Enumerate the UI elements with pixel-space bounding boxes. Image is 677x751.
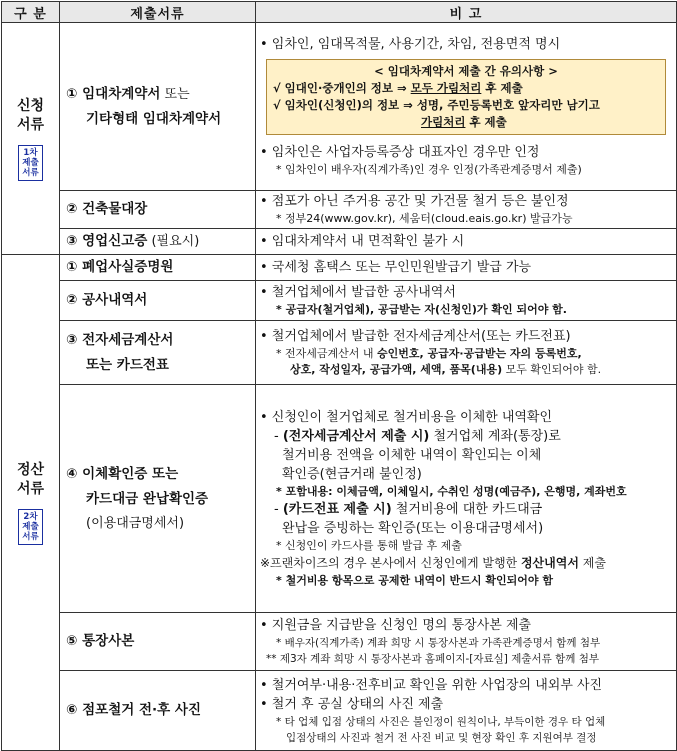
header-remarks: 비 고 bbox=[256, 2, 677, 23]
doc-demolition-photos: ⑥ 점포철거 전·후 사진 bbox=[60, 671, 256, 751]
table-row bbox=[2, 385, 677, 613]
remark-transfer-confirmation: • 신청인이 철거업체로 철거비용을 이체한 내역확인 - (전자세금계산서 제출 시) 철거업체 계좌(통장)로 철거비용 전액을 이체한 내역이 확인되는 이체 확인증(현금거래 불인정) * 포함내용: 이체금액, 이체일시, 수취인 성명(예금주), 은행명, 계좌번호 - (카드전표 제출 시) 철거비용에 대한 카드대금 완납을 증빙하는 확인증(또는 이용대금명세서) * 신청인이 카드사를 통해 발급 후 제출 ※프랜차이즈의 경우 본사에서 신청인에게 발행한 정산내역서 제출 * 철거비용 항목으로 공제한 내역이 반드시 확인되어야 함 bbox=[256, 385, 677, 613]
doc-tax-invoice: ③ 전자세금계산서 또는 카드전표 bbox=[60, 321, 256, 385]
table-row bbox=[2, 23, 677, 191]
table-row bbox=[2, 229, 677, 255]
remark-bankbook-copy: • 지원금을 지급받을 신청인 명의 통장사본 제출 * 배우자(직계가족) 계좌 희망 시 통장사본과 가족관계증명서 함께 첨부 ** 제3자 계좌 희망 시 통장사본과 홈페이지-[자료실] 제출서류 함께 첨부 bbox=[256, 613, 677, 671]
doc-business-report: ③ 영업신고증 (필요시) bbox=[60, 229, 256, 255]
remark-closure-certificate: • 국세청 홈택스 또는 무인민원발급기 발급 가능 bbox=[256, 255, 677, 281]
table-row bbox=[2, 321, 677, 385]
category-settle: 정산 서류 2차 제출 서류 bbox=[2, 255, 60, 751]
table-row bbox=[2, 281, 677, 321]
remark-work-statement: • 철거업체에서 발급한 공사내역서 * 공급자(철거업체), 공급받는 자(신청인)가 확인 되어야 함. bbox=[256, 281, 677, 321]
table-row bbox=[2, 671, 677, 751]
doc-closure-certificate: ① 폐업사실증명원 bbox=[60, 255, 256, 281]
doc-work-statement: ② 공사내역서 bbox=[60, 281, 256, 321]
remark-lease-contract: • 임차인, 임대목적물, 사용기간, 차임, 전용면적 명시 < 임대차계약서 제출 간 유의사항 > √ 임대인·중개인의 정보 ⇒ 모두 가림처리 후 제출 √ 임차인(신청인)의 정보 ⇒ 성명, 주민등록번호 앞자리만 남기고 가림처리 후 제출 • 임차인은 사업자등록증상 대표자인 경우만 인정 * 임차인이 배우자(직계가족)인 경우 인정(가족관계증명서 제출) bbox=[256, 23, 677, 191]
caution-box: < 임대차계약서 제출 간 유의사항 > √ 임대인·중개인의 정보 ⇒ 모두 가림처리 후 제출 √ 임차인(신청인)의 정보 ⇒ 성명, 주민등록번호 앞자리만 남기고 가림처리 후 제출 bbox=[266, 59, 666, 135]
table-row bbox=[2, 191, 677, 229]
document-table bbox=[1, 1, 677, 751]
table-row bbox=[2, 255, 677, 281]
remark-demolition-photos: • 철거여부·내용·전후비교 확인을 위한 사업장의 내외부 사진 • 철거 후 공실 상태의 사진 제출 * 타 업체 입점 상태의 사진은 불인정이 원칙이나, 부득이한 경우 타 업체 입점상태의 사진과 철거 전 사진 비교 및 현장 확인 후 지원여부 결정 bbox=[256, 671, 677, 751]
remark-tax-invoice: • 철거업체에서 발급한 전자세금계산서(또는 카드전표) * 전자세금계산서 내 승인번호, 공급자·공급받는 자의 등록번호, 상호, 작성일자, 공급가액, 세액, 품목(내용) 모두 확인되어야 함. bbox=[256, 321, 677, 385]
category-apply: 신청 서류 1차 제출 서류 bbox=[2, 23, 60, 255]
doc-lease-contract: ① 임대차계약서 또는 기타형태 임대차계약서 bbox=[60, 23, 256, 191]
doc-building-register: ② 건축물대장 bbox=[60, 191, 256, 229]
table-header bbox=[2, 2, 677, 23]
badge-second-submission: 2차 제출 서류 bbox=[18, 509, 42, 545]
badge-first-submission: 1차 제출 서류 bbox=[18, 145, 42, 181]
header-category: 구 분 bbox=[2, 2, 60, 23]
doc-bankbook-copy: ⑤ 통장사본 bbox=[60, 613, 256, 671]
remark-business-report: • 임대차계약서 내 면적확인 불가 시 bbox=[256, 229, 677, 255]
doc-transfer-confirmation: ④ 이체확인증 또는 카드대금 완납확인증 (이용대금명세서) bbox=[60, 385, 256, 613]
table-row bbox=[2, 613, 677, 671]
remark-building-register: • 점포가 아닌 주거용 공간 및 가건물 철거 등은 불인정 * 정부24(www.gov.kr), 세움터(cloud.eais.go.kr) 발급가능 bbox=[256, 191, 677, 229]
header-documents: 제출서류 bbox=[60, 2, 256, 23]
